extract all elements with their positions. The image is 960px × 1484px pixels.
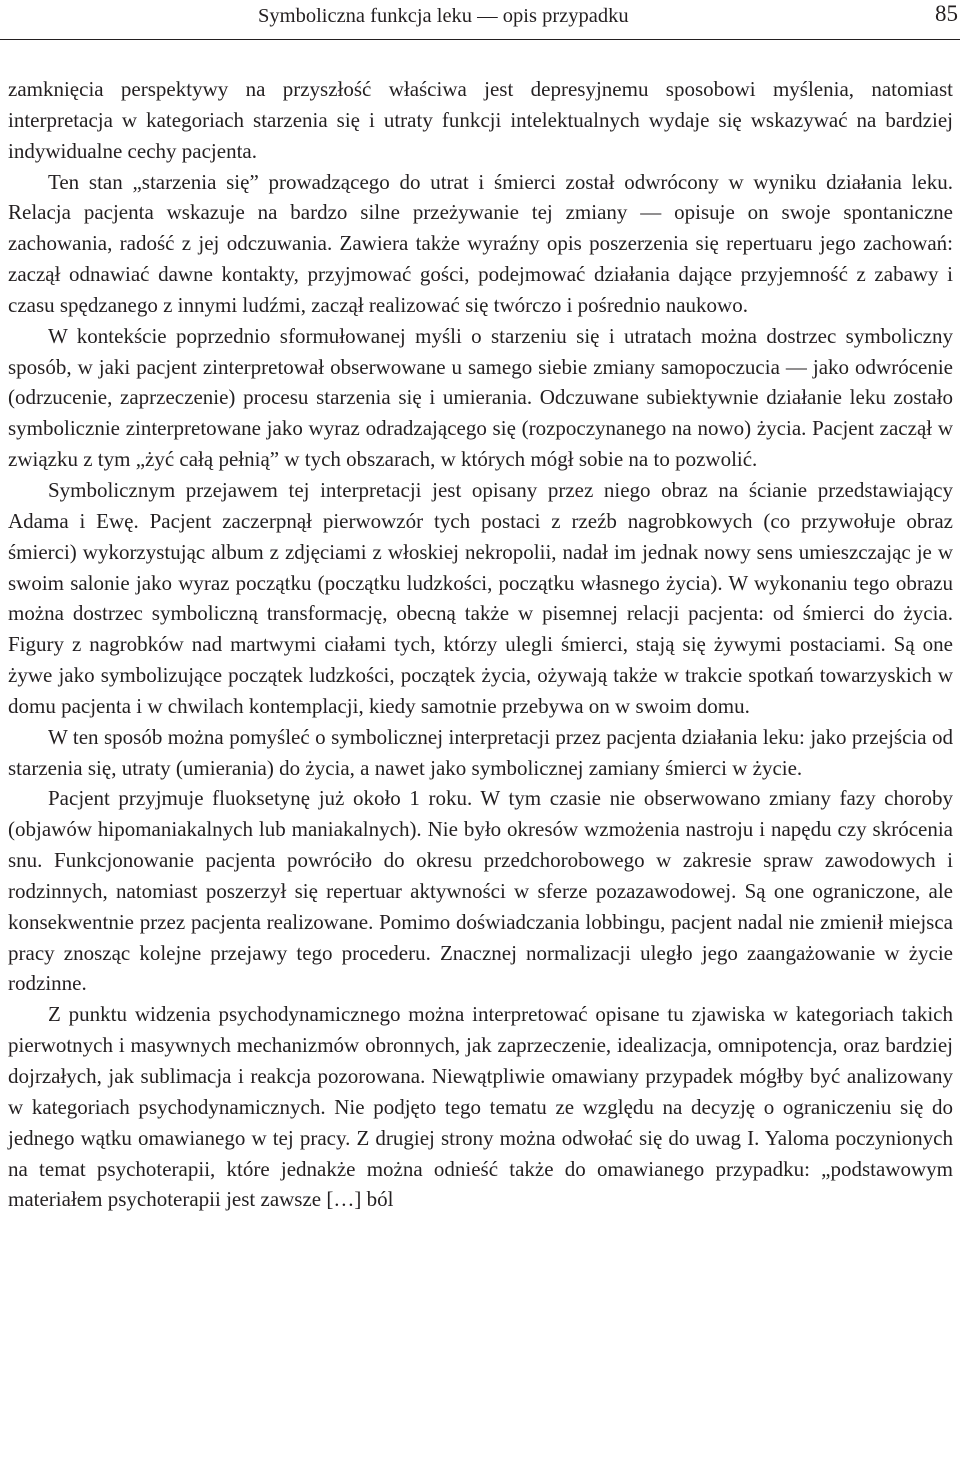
paragraph-2: Ten stan „starzenia się” prowadzącego do utrat i śmierci został odwrócony w wyniku działania leku. Relacja pacjenta wskazuje na bardzo silne przeżywanie tej zmiany — opisuje on swoje spontaniczne zachowania, radość z jej odczuwania. Zawiera także wyraźny opis poszerzenia się repertuaru jego zachowań: zaczął odnawiać dawne kontakty, przyjmować gości, podejmować działania dające przyjemność z zabawy i czasu spędzanego z innymi ludźmi, zaczął realizować się twórczo i pośrednio naukowo.: [8, 169, 953, 317]
body-text: [8, 74, 953, 1215]
paragraph-4: Symbolicznym przejawem tej interpretacji jest opisany przez niego obraz na ścianie przedstawiający Adama i Ewę. Pacjent zaczerpnął pierwowzór tych postaci z rzeźb nagrobkowych (co przywołuje obraz śmierci) wykorzystując album z zdjęciami z włoskiej nekropolii, nadał im jednak nowy sens umieszczając je w swoim salonie jako wyraz początku (początku ludzkości, początku własnego życia). W wykonaniu tego obrazu można dostrzec symboliczną transformację, obecną także w pisemnej relacji pacjenta: od śmierci do życia. Figury z nagrobków nad martwymi ciałami tych, którzy ulegli śmierci, stają się żywymi postaciami. Są one żywe jako symbolizujące początek ludzkości, początek życia, ożywają także w trakcie spotkań towarzyskich w domu pacjenta i w chwilach kontemplacji, kiedy samotnie przebywa on w swoim domu.: [8, 477, 953, 718]
running-header: [0, 0, 960, 40]
paragraph-5: W ten sposób można pomyśleć o symbolicznej interpretacji przez pacjenta działania leku: jako przejścia od starzenia się, utraty (umierania) do życia, a nawet jako symbolicznej zamiany śmierci w życie.: [8, 724, 953, 780]
paragraph-6: Pacjent przyjmuje fluoksetynę już około 1 roku. W tym czasie nie obserwowano zmiany fazy choroby (objawów hipomaniakalnych lub maniakalnych). Nie było okresów wzmożenia nastroju i napędu czy skrócenia snu. Funkcjonowanie pacjenta powróciło do okresu przedchorobowego w zakresie spraw zawodowych i rodzinnych, natomiast poszerzył się repertuar aktywności w sferze pozazawodowej. Są one ograniczone, ale konsekwentnie przez pacjenta realizowane. Pomimo doświadczania lobbingu, pacjent nadal nie zmienił miejsca pracy znosząc kolejne przejawy tego procederu. Znacznej normalizacji uległo jego zaangażowanie w życie rodzinne.: [8, 786, 953, 996]
page-number: 85: [935, 1, 958, 26]
paragraph-7: Z punktu widzenia psychodynamicznego można interpretować opisane tu zjawiska w kategoriach takich pierwotnych i masywnych mechanizmów obronnych, jak zaprzeczenie, idealizacja, omnipotencja, oraz bardziej dojrzałych, jak sublimacja i reakcja pozorowana. Niewątpliwie omawiany przypadek mógłby być analizowany w kategoriach psychodynamicznych. Nie podjęto tego tematu ze względu na decyzję o ograniczeniu się do jednego wątku omawianego w tej pracy. Z drugiej strony można odwołać się do uwag I. Yaloma poczynionych na temat psychoterapii, które jednakże można odnieść także do omawianego przypadku: „podstawowym materiałem psychoterapii jest zawsze […] ból: [8, 1002, 953, 1212]
running-header-title: Symboliczna funkcja leku — opis przypadku: [258, 5, 629, 27]
paragraph-3: W kontekście poprzednio sformułowanej myśli o starzeniu się i utratach można dostrzec symboliczny sposób, w jaki pacjent zinterpretował obserwowane u samego siebie zmiany samopoczucia — jako odwrócenie (odrzucenie, zaprzeczenie) procesu starzenia się i umierania. Odczuwane subiektywnie działanie leku zostało symbolicznie zinterpretowane jako wyraz odradzającego się (rozpoczynanego na nowo) życia. Pacjent zaczął w związku z tym „żyć całą pełnią” w tych obszarach, w których mógł sobie na to pozwolić.: [8, 323, 953, 472]
paragraph-1: zamknięcia perspektywy na przyszłość właściwa jest depresyjnemu sposobowi myślenia, natomiast interpretacja w kategoriach starzenia się i utraty funkcji intelektualnych wydaje się wskazywać na bardziej indywidualne cechy pacjenta.: [8, 77, 953, 163]
